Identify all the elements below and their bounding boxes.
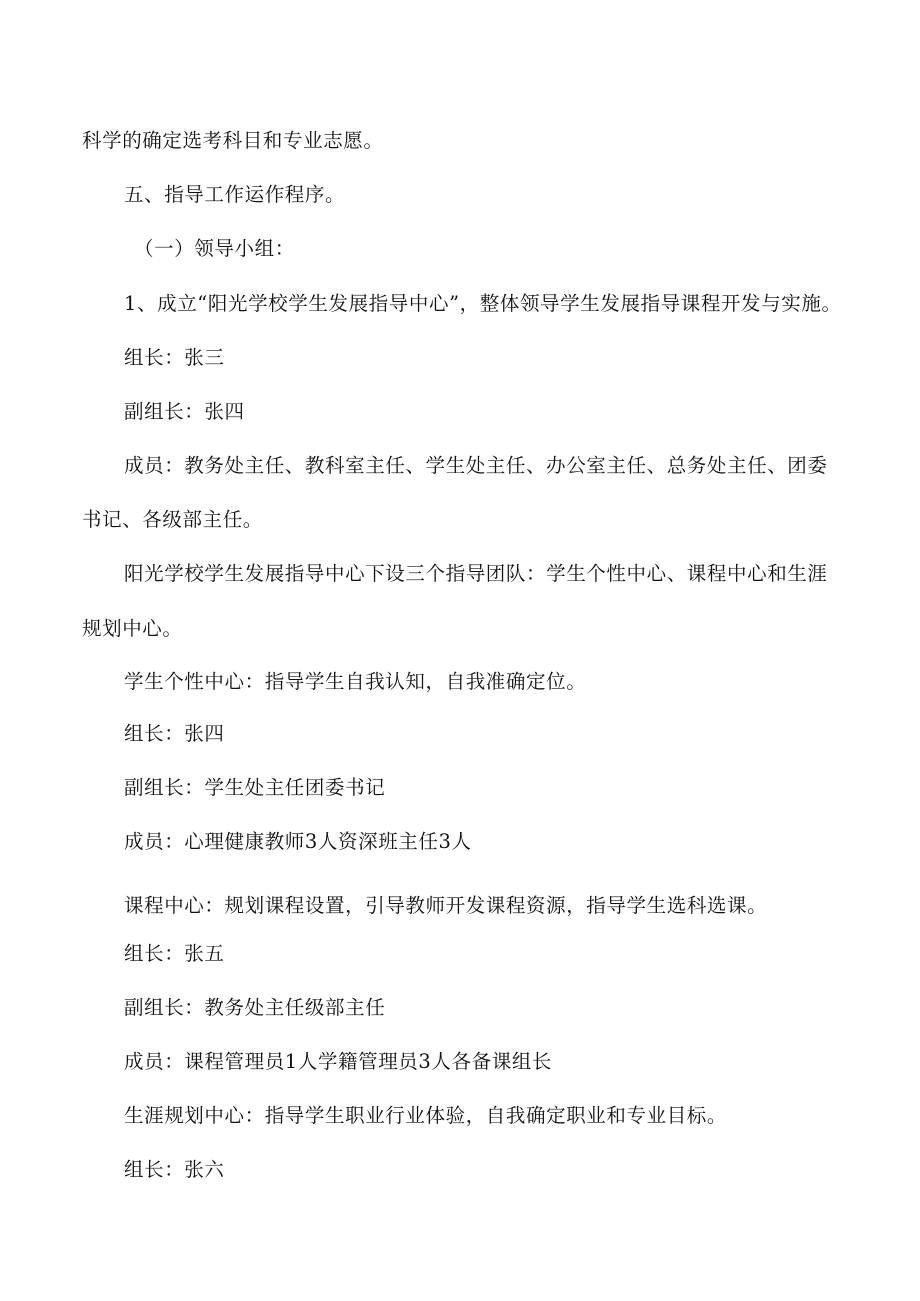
section-heading: 五、指导工作运作程序。 [124,183,346,206]
paragraph-line: 学生个性中心：指导学生自我认知，自我准确定位。 [124,670,587,693]
subsection-heading: （一）领导小组： [134,237,295,260]
paragraph-line: 1、成立“阳光学校学生发展指导中心”，整体领导学生发展指导课程开发与实施。 [124,292,842,315]
paragraph-line: 组长：张六 [124,1158,225,1181]
paragraph-line: 课程中心：规划课程设置，引导教师开发课程资源，指导学生选科选课。 [124,894,768,917]
paragraph-line: 阳光学校学生发展指导中心下设三个指导团队：学生个性中心、课程中心和生涯 [124,562,828,585]
paragraph-line: 组长：张三 [124,346,225,369]
paragraph-line: 组长：张五 [124,942,225,965]
paragraph-line: 副组长：张四 [124,400,245,423]
paragraph-line: 成员：课程管理员1人学籍管理员3人各备课组长 [124,1050,553,1073]
paragraph-line: 成员：教务处主任、教科室主任、学生处主任、办公室主任、总务处主任、团委 [124,454,828,477]
paragraph-line: 组长：张四 [124,722,225,745]
paragraph-line: 副组长：学生处主任团委书记 [124,776,386,799]
paragraph-line: 科学的确定选考科目和专业志愿。 [82,129,384,152]
paragraph-line: 生涯规划中心：指导学生职业行业体验，自我确定职业和专业目标。 [124,1104,728,1127]
paragraph-line: 成员：心理健康教师3人资深班主任3人 [124,830,472,853]
paragraph-line: 副组长：教务处主任级部主任 [124,996,386,1019]
paragraph-line: 规划中心。 [82,617,183,640]
paragraph-line: 书记、各级部主任。 [82,508,263,531]
